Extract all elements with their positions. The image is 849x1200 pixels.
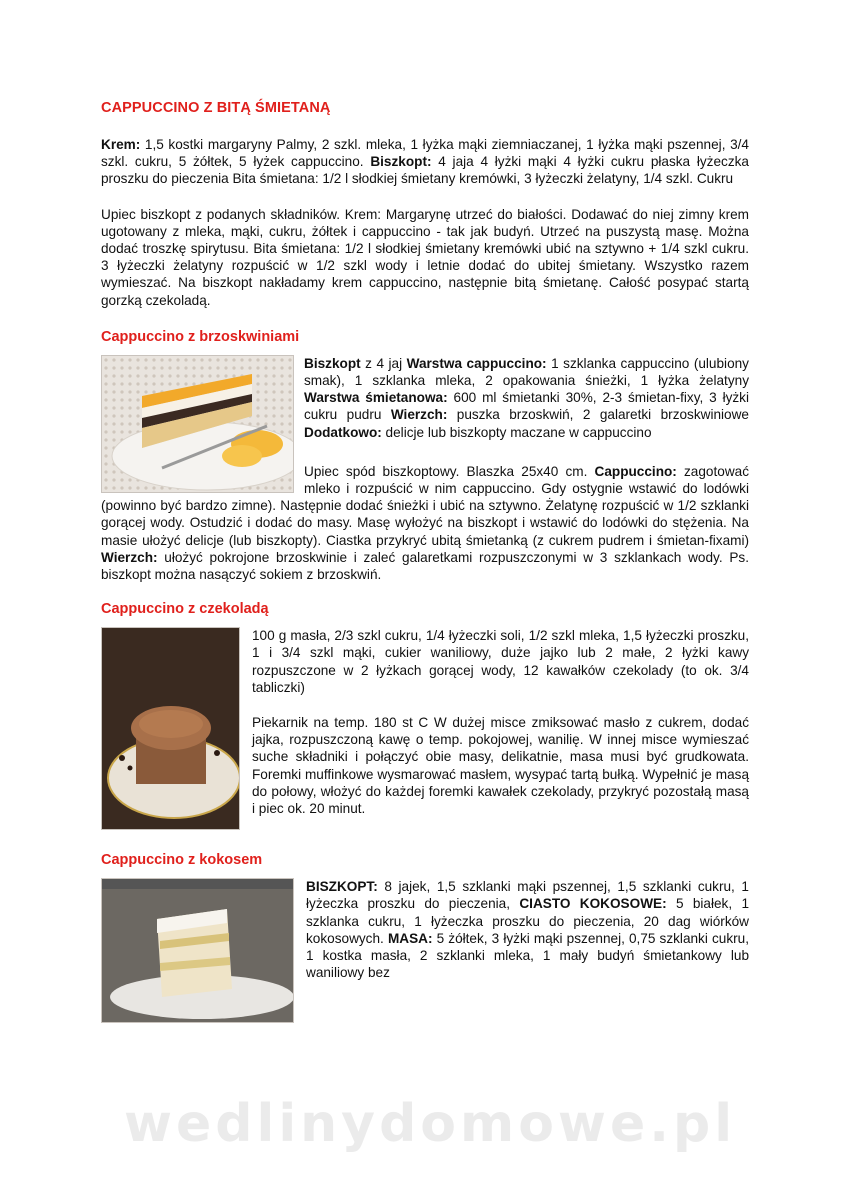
recipe2-title: Cappuccino z brzoskwiniami [101,328,300,345]
recipe3-instructions: Piekarnik na temp. 180 st C W dużej misce zmiksować masło z cukrem, dodać jajka, rozpuszczoną kawę o temp. pokojowej, wanilię. W innej misce wymieszać suche składniki i połączyć obie masy, delikatnie, masa musi być grudkowata. Foremki muffinkowe wysmarować masłem, wysypać tartą bułką. Wypełnić je masą do połowy, włożyć do każdej foremki kawałek czekolady, przykryć pozostałą masą i piec ok. 20 minut. [252,715,749,817]
recipe2-ingredients: Biszkopt z 4 jaj Warstwa cappuccino: 1 szklanka cappuccino (ulubiony smak), 1 szklanka mleka, 2 opakowania śnieżki, 1 łyżka żelatyny Warstwa śmietanowa: 600 ml śmietanki 30%, 2-3 śmietan-fixy, 3 łyżki cukru pudru Wierzch: puszka brzoskwiń, 2 galaretki brzoskwiniowe Dodatkowo: delicje lub biszkopty maczane w cappuccino [304,355,750,440]
bold-label: BISZKOPT: [306,879,378,895]
bold-label: Biszkopt: [370,154,432,170]
coconut-cake-photo [101,878,294,1023]
bold-label: Dodatkowo: [304,424,382,440]
recipe2-instructions: Upiec spód biszkoptowy. Blaszka 25x40 cm. Cappuccino: zagotować mleko i rozpuścić w nim cappuccino. Gdy ostygnie wstawić do lodówki (powinno być bardzo zimne). Następnie dodać śnieżki i ubić na sztywno. Żelatynę rozpuścić w 1/2 szklanki gorącej wody. Ostudzić i dodać do masy. Masę wyłożyć na biszkopt i wstawić do lodówki do stężenia. Na masie ułożyć delicje (lub biszkopty). Ciastka przykryć ubitą śmietanką (z cukrem pudrem i śmietan-fixami) Wierzch: ułożyć pokrojone brzoskwinie i zaleć galaretkami rozpuszczonymi w 3 szklankach wody. Ps. biszkopt można nasączyć sokiem z brzoskwiń. [101,463,749,583]
bold-label: CIASTO KOKOSOWE: [519,896,667,912]
bold-label: Warstwa śmietanowa: [304,390,448,406]
chocolate-muffin-photo [101,627,240,830]
bold-label: Krem: [101,137,141,152]
bold-label: Warstwa cappuccino: [406,355,547,371]
bold-label: Cappuccino: [594,463,677,479]
recipe1-title: CAPPUCCINO Z BITĄ ŚMIETANĄ [101,100,331,116]
recipe4-title: Cappuccino z kokosem [101,852,263,869]
bold-label: MASA: [387,930,433,946]
bold-label: Wierzch: [390,407,448,423]
recipe4-ingredients: BISZKOPT: 8 jajek, 1,5 szklanki mąki pszennej, 1,5 szklanki cukru, 1 łyżeczka proszku do pieczenia, CIASTO KOKOSOWE: 5 białek, 1 szklanka cukru, 1 łyżeczka proszku do pieczenia, 20 dag wiórków kokosowych. MASA: 5 żółtek, 3 łyżki mąki pszennej, 0,75 szklanki cukru, 1 kostka masła, 2 szklanki mleka, 1 mały budyń śmietankowy lub waniliowy bez [306,879,749,981]
document-page [101,100,749,1027]
recipe3-title: Cappuccino z czekoladą [101,601,269,618]
bold-label: Biszkopt [304,355,361,371]
recipe1-instructions: Upiec biszkopt z podanych składników. Krem: Margarynę utrzeć do białości. Dodawać do niej zimny krem ugotowany z mleka, mąki, cukru, żółtek i cappuccino - tak jak budyń. Utrzeć na puszystą masę. Można dodać troszkę spirytusu. Bita śmietana: 1/2 l słodkiej śmietany kremówki ubić na sztywno + 1/4 szkl cukru. 3 łyżeczki żelatyny rozpuścić w 1/2 szkl wody i letnie dodać do ubitej śmietany. Wszystko razem wymieszać. Na biszkopt nakładamy krem cappuccino, następnie bitą śmietanę. Całość posypać startą gorzką czekoladą. [101,206,749,308]
watermark: wedlinydomowe.pl [123,1094,737,1154]
recipe1-ingredients: Krem: 1,5 kostki margaryny Palmy, 2 szkl. mleka, 1 łyżka mąki ziemniaczanej, 1 łyżka mąki pszennej, 3/4 szkl. cukru, 5 żółtek, 5 łyżek cappuccino. Biszkopt: 4 jaja 4 łyżki mąki 4 łyżki cukru płaska łyżeczka proszku do pieczenia Bita śmietana: 1/2 l słodkiej śmietany kremówki, 3 łyżeczki żelatyny, 1/4 szkl. Cukru [101,137,749,187]
bold-label: Wierzch: [101,549,158,565]
peach-cake-photo [101,355,294,493]
recipe3-ingredients: 100 g masła, 2/3 szkl cukru, 1/4 łyżeczki soli, 1/2 szkl mleka, 1,5 łyżeczki proszku, 1 i 3/4 szkl mąki, cukier waniliowy, duże jajko lub 2 małe, 2 łyżki kawy rozpuszczone w 2 łyżkach gorącej wody, 12 kawałków czekolady (to ok. 3/4 tabliczki) [252,628,749,695]
